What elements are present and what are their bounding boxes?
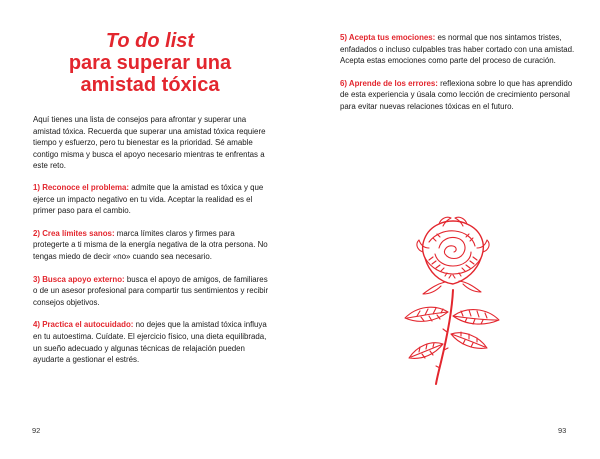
- tip-item-4: [33, 319, 269, 365]
- page-number-left: 92: [32, 426, 41, 435]
- tip-heading-4: 4) Practica el autocuidado:: [33, 320, 134, 330]
- tip-item-3: [33, 274, 269, 309]
- left-body-text: [33, 114, 269, 377]
- tip-body-4: no dejes que la amistad tóxica influya en tu autoestima. Cuídate. El ejercicio físico, una dieta equilibrada, un sueño adecuado y algunas técnicas de relajación pueden ayudarte a gestionar el estrés.: [33, 320, 267, 365]
- intro-paragraph: Aquí tienes una lista de consejos para afrontar y superar una amistad tóxica. Recuerda que superar una amistad tóxica requiere tiempo y esfuerzo, pero tu bienestar es la prioridad. Sé amable contigo misma y busca el apoyo necesario mientras te enfrentas a este reto.: [33, 115, 266, 171]
- tip-heading-2: 2) Crea límites sanos:: [33, 228, 115, 238]
- page-title: [33, 30, 267, 96]
- tip-body-2: marca límites claros y firmes para protegerte a ti misma de la energía negativa de la otra persona. No tengas miedo de decir «no» cuando sea necesario.: [33, 228, 268, 261]
- tip-body-6: reflexiona sobre lo que has aprendido de esta experiencia y úsala como lección de crecimiento personal para evitar nuevas relaciones tóxicas en el futuro.: [340, 78, 573, 111]
- tip-item-5: [340, 32, 580, 67]
- tip-heading-6: 6) Aprende de los errores:: [340, 78, 438, 88]
- tip-body-3: busca el apoyo de amigos, de familiares o de un asesor profesional para compartir tus sentimientos y recibir consejos objetivos.: [33, 274, 269, 307]
- title-line-3: amistad tóxica: [80, 74, 220, 96]
- tip-heading-1: 1) Reconoce el problema:: [33, 182, 130, 192]
- page-number-right: 93: [558, 426, 567, 435]
- title-line-2: para superar una: [68, 52, 232, 74]
- tip-item-1: [33, 182, 269, 217]
- tip-heading-5: 5) Acepta tus emociones:: [340, 33, 436, 42]
- tip-body-5: es normal que nos sintamos tristes, enfadados o incluso culpables tras haber cortado con una amistad. Acepta estas emociones como parte del proceso de curación.: [340, 33, 575, 66]
- right-body-text: [340, 32, 580, 124]
- tip-item-6: [340, 78, 580, 113]
- tip-item-2: [33, 228, 269, 263]
- title-line-1: To do list: [105, 30, 195, 52]
- tip-heading-3: 3) Busca apoyo externo:: [33, 274, 125, 284]
- rose-illustration: [395, 212, 510, 387]
- tip-body-1: admite que la amistad es tóxica y que ejerce un impacto negativo en tu vida. Aceptar la realidad es el primer paso para el cambio.: [33, 182, 264, 216]
